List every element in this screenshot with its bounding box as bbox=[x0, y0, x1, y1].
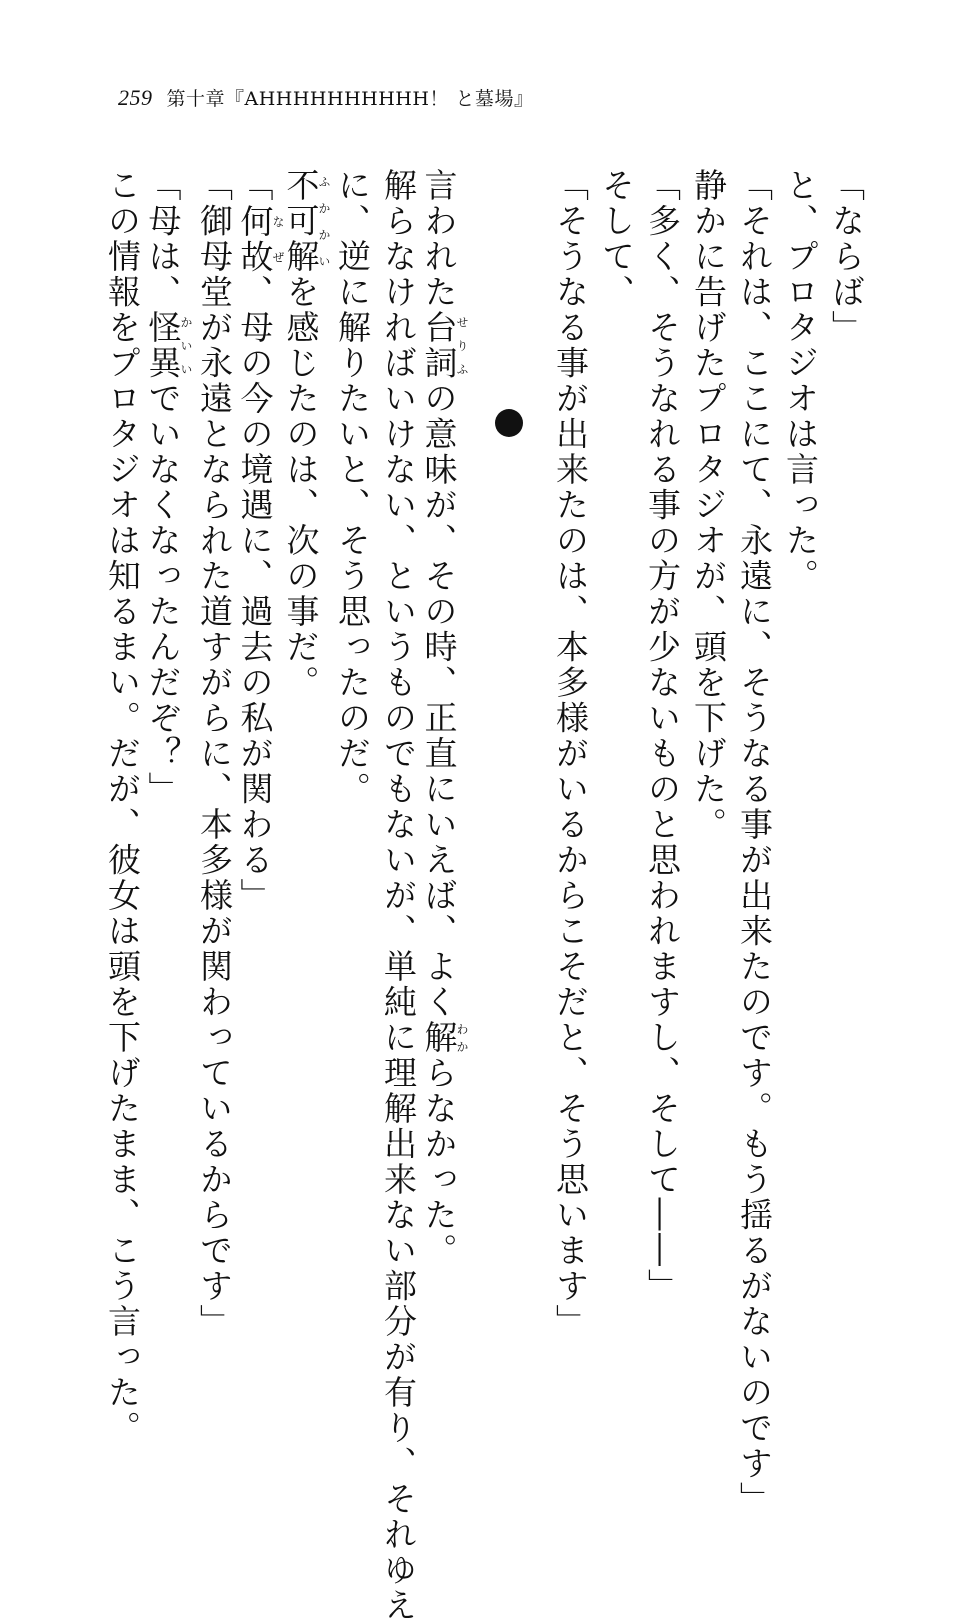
text-column-1: 「ならば」 bbox=[827, 168, 866, 346]
text-column-4: 静かに告げたプロタジオが、頭を下げた。 bbox=[689, 168, 728, 843]
chapter-title: 第十章『AHHHHHHHHHH！ と墓場』 bbox=[166, 88, 534, 110]
text-column-2: と、プロタジオは言った。 bbox=[781, 168, 820, 594]
text-column-12: 「何故なぜ、母の今の境遇に、過去の私が関わる」 bbox=[235, 168, 285, 914]
text-column-6: そして、 bbox=[597, 168, 636, 310]
running-header bbox=[118, 86, 533, 111]
text-column-15: この情報をプロタジオは知るまい。だが、彼女は頭を下げたまま、こう言った。 bbox=[103, 168, 142, 1446]
text-column-13: 「御母堂が永遠となられた道すがらに、本多様が関わっているからです」 bbox=[195, 168, 234, 1340]
text-column-9: 解らなければいけない、というものでもないが、単純に理解出来ない部分が有り、それゆえ bbox=[379, 168, 418, 1624]
text-column-5: 「多く、そうなれる事の方が少ないものと思われますし、そして――」 bbox=[643, 168, 682, 1304]
text-column-10: に、逆に解りたいと、そう思ったのだ。 bbox=[333, 168, 372, 807]
text-column-7: 「そうなる事が出来たのは、本多様がいるからこそだと、そう思います」 bbox=[551, 168, 590, 1340]
text-column-8: 言われた台詞せりふの意味が、その時、正直にいえば、よく解わからなかった。 bbox=[419, 168, 469, 1269]
page-number: 259 bbox=[118, 85, 153, 110]
text-column-3: 「それは、ここにて、永遠に、そうなる事が出来たのです。もう揺るがないのです」 bbox=[735, 168, 774, 1517]
scene-break-dot bbox=[495, 409, 523, 437]
text-column-11: 不可解ふかかいを感じたのは、次の事だ。 bbox=[281, 168, 331, 701]
text-column-14: 「母は、怪異かいいでいなくなったんだぞ？」 bbox=[143, 168, 193, 807]
